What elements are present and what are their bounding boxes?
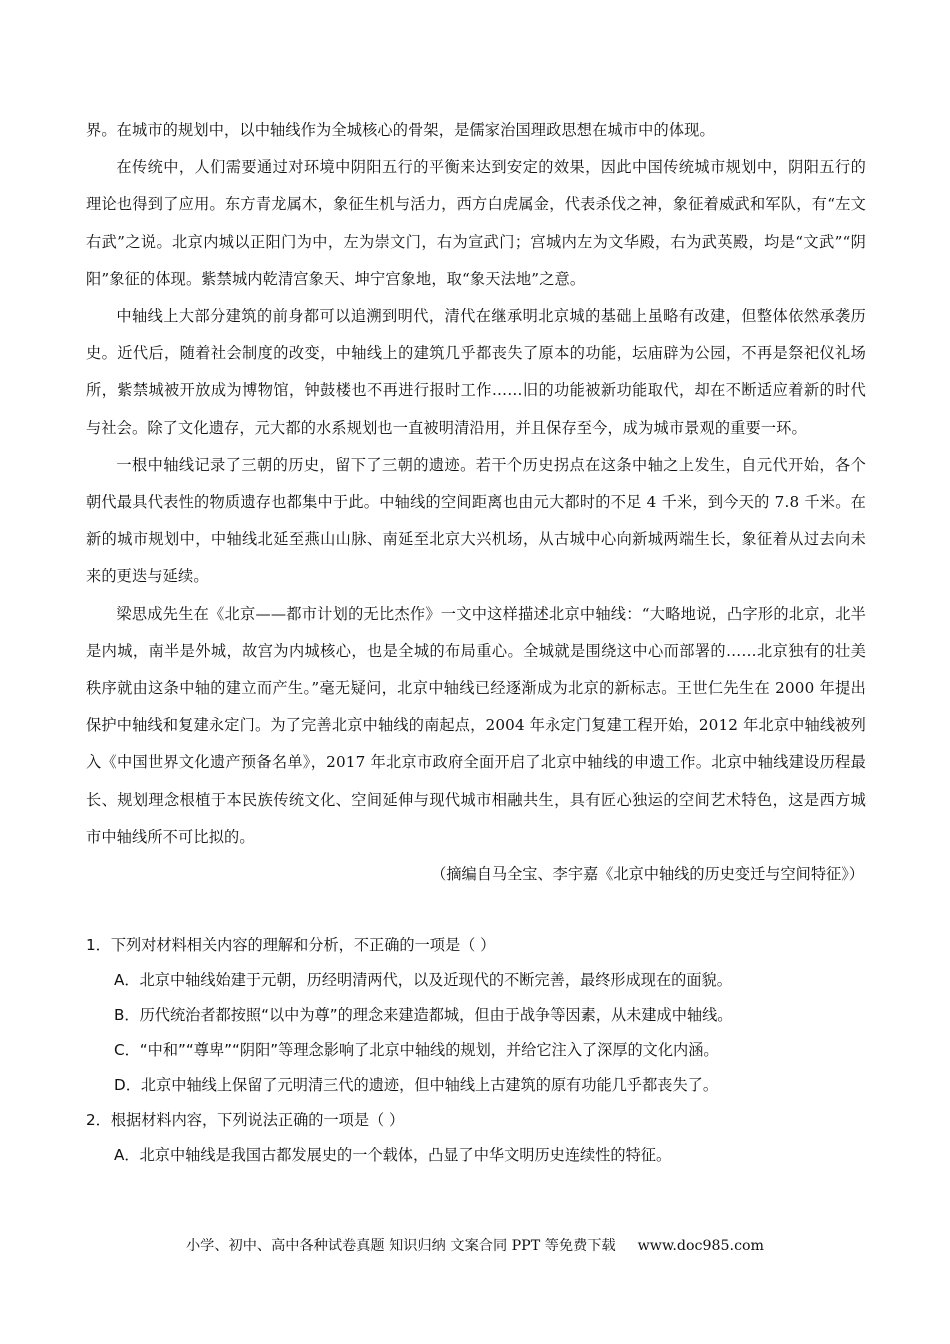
article-paragraph: 梁思成先生在《北京——都市计划的无比杰作》一文中这样描述北京中轴线：“大略地说，凸字形的北京，北半是内城，南半是外城，故宫为内城核心，也是全城的布局重心。全城就是围绕这中心而部署的……北京独有的壮美秩序就由这条中轴的建立而产生。”毫无疑问，北京中轴线已经逐渐成为北京的新标志。王世仁先生在 2000 年提出保护中轴线和复建永定门。为了完善北京中轴线的南起点，2004 年永定门复建工程开始，2012 年北京中轴线被列入《中国世界文化遗产预备名单》，2017 年北京市政府全面开启了北京中轴线的申遗工作。北京中轴线建设历程最长、规划理念根植于本民族传统文化、空间延伸与现代城市相融共生，具有匠心独运的空间艺术特色，这是西方城市中轴线所不可比拟的。 xyxy=(86,604,866,846)
article-body xyxy=(86,112,866,893)
question-block xyxy=(86,1103,866,1173)
question-option: B．历代统治者都按照“以中为尊”的理念来建造都城，但由于战争等因素，从未建成中轴线。 xyxy=(114,1006,733,1024)
question-option: A．北京中轴线是我国古都发展史的一个载体，凸显了中华文明历史连续性的特征。 xyxy=(114,1146,672,1164)
article-paragraph: 在传统中，人们需要通过对环境中阴阳五行的平衡来达到安定的效果，因此中国传统城市规划中，阴阳五行的理论也得到了应用。东方青龙属木，象征生机与活力，西方白虎属金，代表杀伐之神，象征着威武和军队，有“左文右武”之说。北京内城以正阳门为中，左为崇文门，右为宣武门；宫城内左为文华殿，右为武英殿，均是“文武”“阴阳”象征的体现。紫禁城内乾清宫象天、坤宁宫象地，取“象天法地”之意。 xyxy=(86,158,866,288)
footer-text: 小学、初中、高中各种试卷真题 知识归纳 文案合同 PPT 等免费下载 xyxy=(185,1238,616,1254)
question-stem: 1．下列对材料相关内容的理解和分析，不正确的一项是（ ） xyxy=(86,936,496,954)
question-option: A．北京中轴线始建于元朝，历经明清两代，以及近现代的不断完善，最终形成现在的面貌。 xyxy=(114,971,732,989)
article-paragraph: 中轴线上大部分建筑的前身都可以追溯到明代，清代在继承明北京城的基础上虽略有改建，但整体依然承袭历史。近代后，随着社会制度的改变，中轴线上的建筑几乎都丧失了原本的功能，坛庙辟为公园，不再是祭祀仪礼场所，紫禁城被开放成为博物馆，钟鼓楼也不再进行报时工作……旧的功能被新功能取代，却在不断适应着新的时代与社会。除了文化遗存，元大都的水系规划也一直被明清沿用，并且保存至今，成为城市景观的重要一环。 xyxy=(86,307,866,437)
article-source-citation: （摘编自马全宝、李宇嘉《北京中轴线的历史变迁与空间特征》） xyxy=(431,865,864,884)
page-footer xyxy=(0,1236,950,1256)
question-option: D．北京中轴线上保留了元明清三代的遗迹，但中轴线上古建筑的原有功能几乎都丧失了。 xyxy=(114,1076,719,1094)
question-stem: 2．根据材料内容，下列说法正确的一项是（ ） xyxy=(86,1111,405,1129)
question-block xyxy=(86,928,866,1103)
question-section xyxy=(86,928,866,1173)
article-paragraph: 一根中轴线记录了三朝的历史，留下了三朝的遗迹。若干个历史拐点在这条中轴之上发生，自元代开始，各个朝代最具代表性的物质遗存也都集中于此。中轴线的空间距离也由元大都时的不足 4 千米，到今天的 7.8 千米。在新的城市规划中，中轴线北延至燕山山脉、南延至北京大兴机场，从古城中心向新城两端生长，象征着从过去向未来的更迭与延续。 xyxy=(86,455,866,586)
footer-url-link[interactable]: www.doc985.com xyxy=(637,1238,765,1254)
article-paragraph: 界。在城市的规划中，以中轴线作为全城核心的骨架，是儒家治国理政思想在城市中的体现。 xyxy=(86,121,715,139)
question-option: C．“中和”“尊卑”“阴阳”等理念影响了北京中轴线的规划，并给它注入了深厚的文化内涵。 xyxy=(114,1041,719,1059)
